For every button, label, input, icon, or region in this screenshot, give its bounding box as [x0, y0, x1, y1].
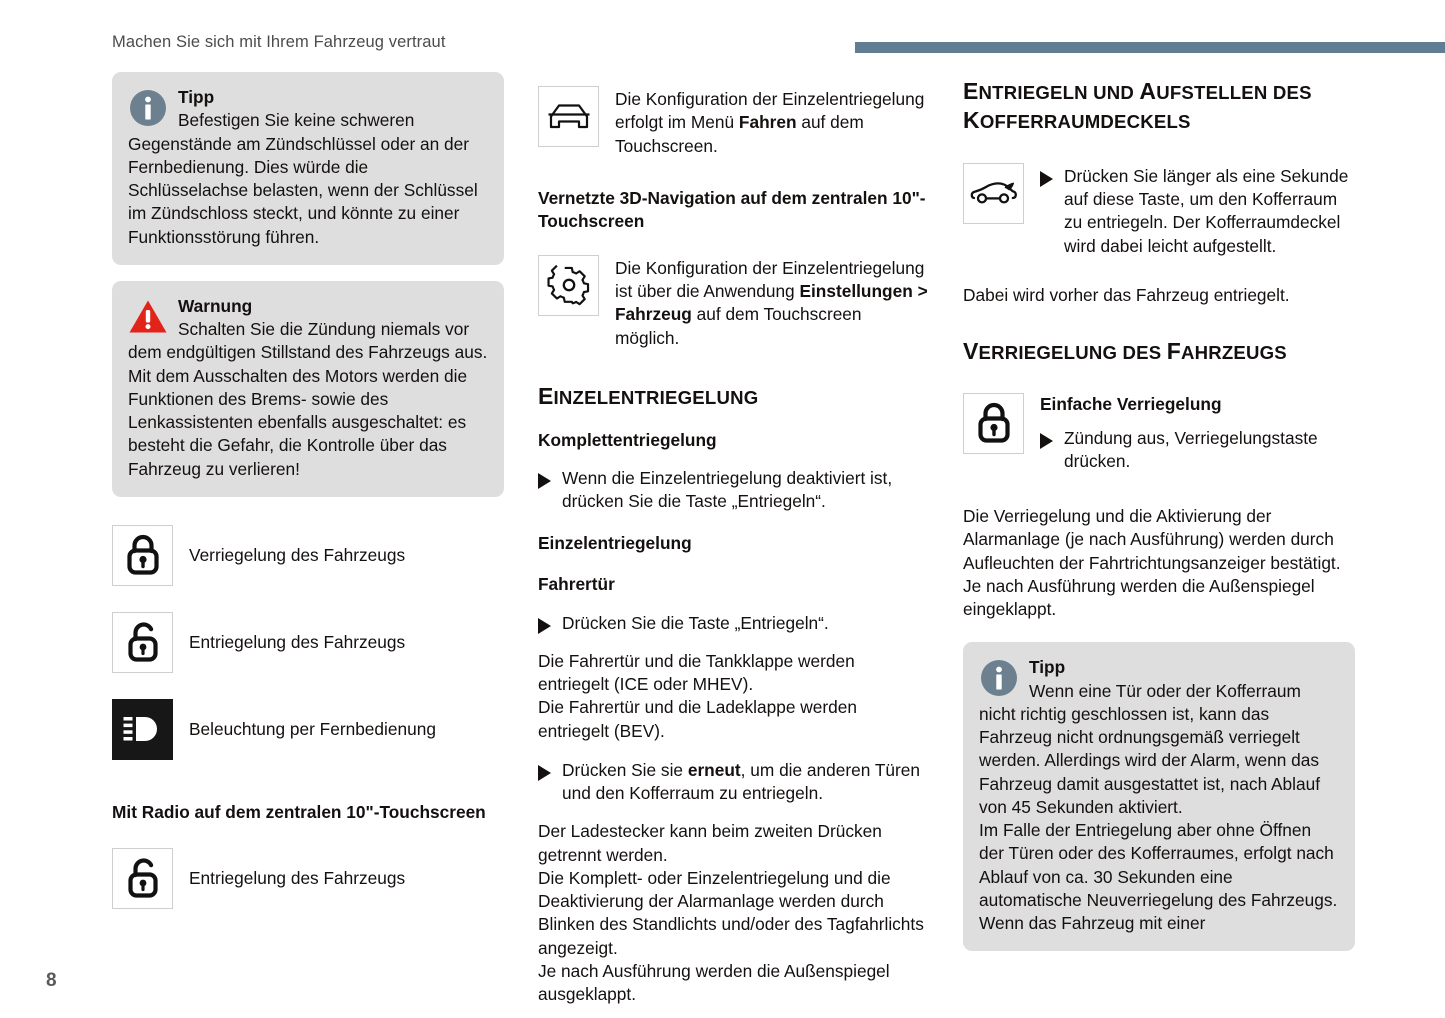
section-title-first-letter: E: [538, 382, 554, 409]
section-title-rest: INZELENTRIEGELUNG: [553, 386, 759, 408]
headlight-icon: [112, 699, 173, 760]
legend-label-lock: Verriegelung des Fahrzeugs: [189, 544, 406, 565]
warning-callout: [112, 281, 504, 497]
legend-label-lighting: Beleuchtung per Fernbedienung: [189, 718, 436, 739]
gear-config-note-before: Die Konfiguration der Einzelentriegelung ist über die Anwendung: [615, 257, 925, 301]
bullet-erneut-before: Drücken Sie sie: [562, 759, 688, 780]
sub-fahrertuer: Fahrertür: [538, 573, 615, 594]
info-circle-icon: [128, 88, 168, 128]
car-front-icon: [538, 86, 599, 147]
lock-note: [963, 393, 1355, 474]
bullet-erneut-after: , um die anderen Türen und den Kofferraum zu entriegeln.: [562, 759, 920, 804]
bullet-erneut-bold: erneut: [687, 759, 741, 780]
tip-callout-text: Befestigen Sie keine schweren Gegenstände am Zündschlüssel oder an der Fernbedienung. Dies würde die Schlüsselachse belasten, wenn der Schlüssel im Zündschloss steckt, und könnte zu einer Funktionsstörung führen.: [128, 110, 478, 247]
warning-callout-text-1: Schalten Sie die Zündung niemals vor dem endgültigen Stillstand des Fahrzeugs aus.: [128, 319, 488, 363]
section-title-verriegelung: VERRIEGELUNG DES FAHRZEUGS: [963, 338, 1287, 365]
para-tankklappe: Die Fahrertür und die Tankklappe werden entriegelt (ICE oder MHEV).: [538, 650, 855, 695]
tip-callout-bottom-title: Tipp: [1029, 657, 1066, 678]
section-title-einzelentriegelung: [538, 382, 930, 411]
para-verriegelung-bestaetigt: Die Verriegelung und die Aktivierung der Alarmanlage (je nach Ausführung) werden durch Aufleuchten der Fahrtrichtungsanzeiger bestätigt.: [963, 506, 1341, 573]
lock-note-heading: Einfache Verriegelung: [1040, 393, 1222, 414]
gear-config-note-after: auf dem Touchscreen möglich.: [615, 304, 862, 348]
bullet-erneut: [538, 759, 930, 806]
info-circle-icon: [979, 658, 1019, 698]
tip-callout-bottom: [963, 642, 1355, 951]
bullet-fahrertuer: [538, 612, 930, 635]
legend-label-unlock: Entriegelung des Fahrzeugs: [189, 631, 406, 652]
tip-callout-bottom-text-2: Im Falle der Entriegelung aber ohne Öffnen der Türen oder des Kofferraumes, erfolgt nach Ablauf von ca. 30 Sekunden eine automatische Neuverriegelung des Fahrzeugs. Wenn das Fahrzeug mit einer: [979, 820, 1338, 934]
para-ladeklappe: Die Fahrertür und die Ladeklappe werden entriegelt (BEV).: [538, 697, 857, 741]
car-config-note: [538, 86, 930, 158]
bullet-komplettentriegelung: [538, 467, 930, 514]
bullet-komplettentriegelung-text: Wenn die Einzelentriegelung deaktiviert ist, drücken Sie die Taste „Entriegeln“.: [562, 468, 893, 512]
trunk-note-bullet-text: Drücken Sie länger als eine Sekunde auf diese Taste, um den Kofferraum zu entriegeln. Der Kofferraumdeckel wird dabei leicht aufgestellt.: [1064, 165, 1349, 256]
car-config-note-text: [615, 86, 930, 158]
gear-config-note-bold: Einstellungen > Fahrzeug: [615, 281, 928, 325]
legend-row-lock: [112, 525, 504, 586]
page-number: 8: [46, 970, 57, 991]
warning-callout-title: Warnung: [178, 295, 253, 316]
warning-callout-body: [128, 295, 488, 481]
gear-icon: [538, 255, 599, 316]
warning-callout-text-2: Mit dem Ausschalten des Motors werden die Funktionen des Brems- sowie des Lenkassistenten ebenfalls ausgeschaltet: es besteht die Gefahr, die Kontrolle über das Fahrzeug zu verlieren!: [128, 365, 468, 479]
legend-label-radio-unlock: Entriegelung des Fahrzeugs: [189, 867, 406, 888]
para-blinken: Die Komplett- oder Einzelentriegelung und die Deaktivierung der Alarmanlage werden durch Blinken des Standlichts und/oder des Tagfahrlichts angezeigt.: [538, 867, 924, 958]
car-config-note-bold: Fahren: [738, 112, 797, 133]
column-one: [112, 72, 504, 952]
para-aussenspiegel-ausgeklappt: Je nach Ausführung werden die Außenspiegel ausgeklappt.: [538, 960, 890, 1005]
triangle-bullet-icon: [538, 473, 551, 489]
legend-row-lighting: [112, 699, 504, 760]
running-header-title: Machen Sie sich mit Ihrem Fahrzeug vertraut: [112, 33, 446, 51]
triangle-bullet-icon: [538, 618, 551, 634]
three-column-layout: [0, 72, 1445, 1005]
lock-note-bullet: [1040, 427, 1355, 474]
tip-callout-bottom-text: Wenn eine Tür oder der Kofferraum nicht richtig geschlossen ist, kann das Fahrzeug nicht ordnungsgemäß verriegelt werden. Allerdings wird der Alarm, wenn das Fahrzeug damit ausgestattet ist, nach Ablauf von 45 Sekunden aktiviert.: [979, 680, 1321, 817]
header-rule: [855, 42, 1445, 53]
triangle-bullet-icon: [538, 765, 551, 781]
tip-callout-bottom-body: [979, 656, 1339, 935]
column-three: [963, 72, 1355, 952]
nav-heading: Vernetzte 3D-Navigation auf dem zentralen 10"-Touchscreen: [538, 187, 926, 231]
para-ladestecker: Der Ladestecker kann beim zweiten Drücken getrennt werden.: [538, 821, 882, 865]
car-trunk-open-icon: [963, 163, 1024, 224]
bullet-fahrertuer-text: Drücken Sie die Taste „Entriegeln“.: [562, 612, 829, 633]
car-config-note-before: Die Konfiguration der Einzelentriegelung erfolgt im Menü: [615, 89, 925, 133]
padlock-open-icon: [112, 848, 173, 909]
section-title-kofferraumdeckel: ENTRIEGELN UND AUFSTELLEN DES KOFFERRAUMDECKELS: [963, 78, 1312, 134]
car-config-note-after: auf dem Touchscreen.: [615, 112, 864, 156]
padlock-closed-icon: [963, 393, 1024, 454]
padlock-open-icon: [112, 612, 173, 673]
sub-komplettentriegelung: Komplettentriegelung: [538, 430, 717, 451]
legend-row-radio-unlock: [112, 848, 504, 909]
triangle-bullet-icon: [1040, 433, 1053, 449]
tip-callout-body: [128, 86, 488, 249]
gear-config-note-text: [615, 255, 930, 350]
gear-config-note: [538, 255, 930, 350]
sub-einzelentriegelung: Einzelentriegelung: [538, 532, 692, 553]
tip-callout-title: Tipp: [178, 87, 215, 107]
bullet-erneut-text: [562, 759, 930, 806]
legend-row-unlock: [112, 612, 504, 673]
warning-triangle-icon: [128, 297, 168, 337]
para-fahrzeug-entriegelt: Dabei wird vorher das Fahrzeug entriegelt.: [963, 284, 1290, 305]
triangle-bullet-icon: [1040, 171, 1053, 187]
trunk-note: [963, 163, 1355, 258]
column-two: [538, 72, 930, 1005]
trunk-note-bullet: [1040, 163, 1355, 258]
lock-note-bullet-text: Zündung aus, Verriegelungstaste drücken.: [1064, 427, 1318, 471]
radio-heading: Mit Radio auf dem zentralen 10"-Touchscreen: [112, 801, 486, 822]
para-aussenspiegel-eingeklappt: Je nach Ausführung werden die Außenspiegel eingeklappt.: [963, 575, 1315, 620]
padlock-closed-icon: [112, 525, 173, 586]
tip-callout: [112, 72, 504, 265]
